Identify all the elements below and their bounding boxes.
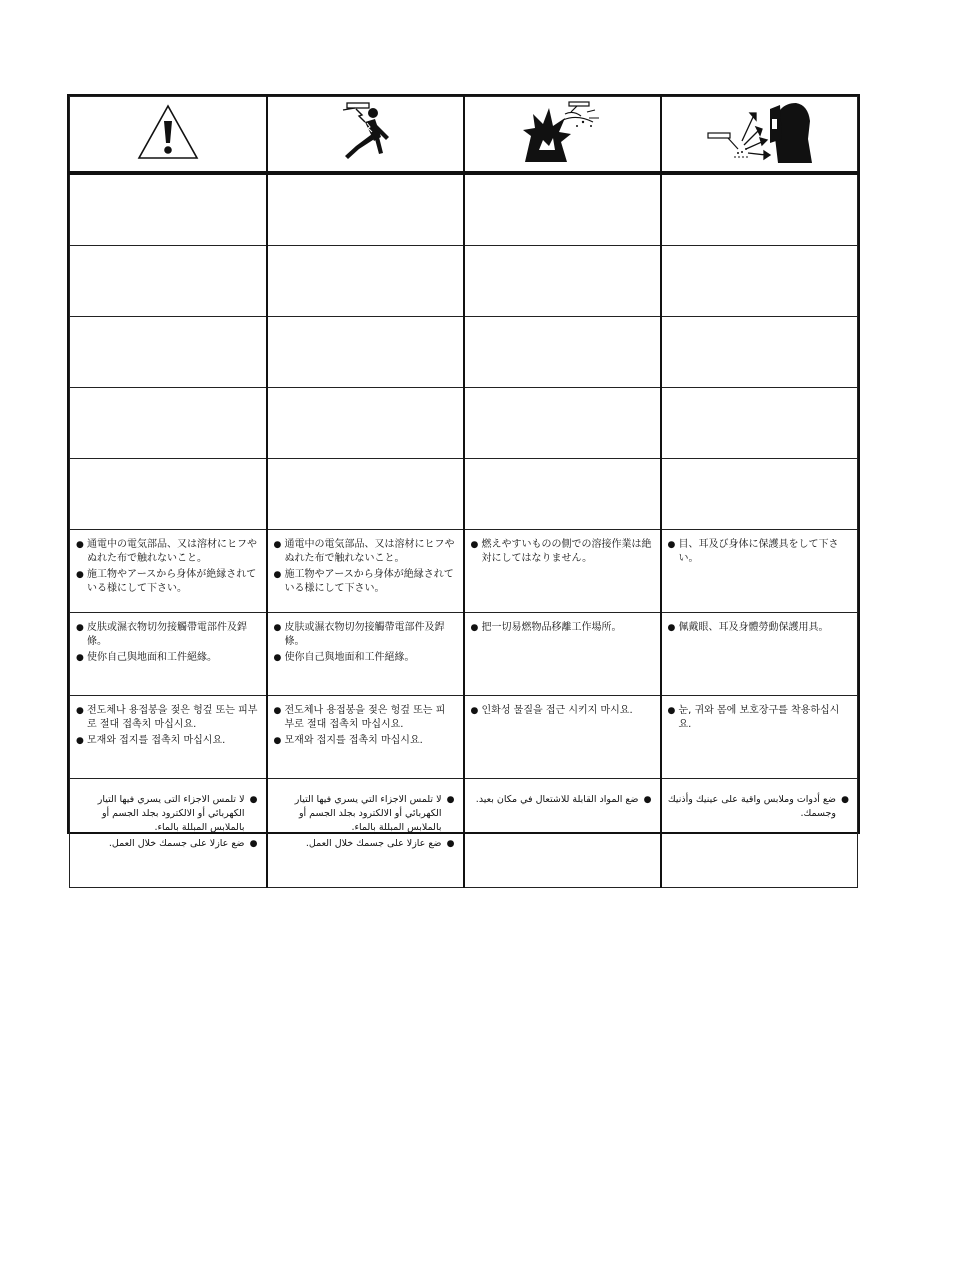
icon-header-row [70, 97, 858, 174]
warning-item [274, 734, 455, 748]
bullet-icon: ● [76, 736, 84, 746]
warning-text: 皮肤或濕衣物切勿接觸帶電部件及銲條。 [87, 622, 247, 647]
warning-text: لا تلمس الاجزاء التي يسري فيها التيار الكهربائي أو الالكترود بجلد الجسم أو بالملابس المبللة بالماء. [294, 794, 442, 833]
warning-cell [661, 696, 858, 779]
warning-text: 使你自己與地面和工件絕緣。 [87, 652, 217, 663]
warning-item [668, 704, 850, 732]
warning-row-ja [70, 530, 858, 613]
warning-row-zh [70, 613, 858, 696]
warning-text: 눈, 귀와 몸에 보호장구를 착용하십시요. [678, 705, 840, 730]
warning-item [76, 568, 258, 596]
warning-text: لا تلمس الاجزاء التى يسري فيها التيار الكهربائي أو الالكترود بجلد الجسم أو بالملابس المبللة بالماء. [97, 794, 245, 833]
warning-item [274, 568, 455, 596]
warning-item [471, 538, 652, 566]
bullet-icon: ● [273, 540, 282, 550]
bullet-icon: ● [76, 623, 84, 633]
warning-item [274, 704, 455, 732]
blank-row-5 [70, 459, 858, 530]
warning-text: 施工物やアースから身体が絶縁されている様にして下さい。 [87, 569, 257, 594]
warning-cell [661, 613, 858, 696]
bullet-icon: ● [249, 839, 258, 849]
warning-cell [267, 613, 464, 696]
electric-shock-icon [329, 101, 401, 163]
blank-row-2 [70, 246, 858, 317]
bullet-icon: ● [841, 795, 849, 805]
warning-cell [267, 696, 464, 779]
warning-item [76, 538, 258, 566]
bullet-icon: ● [470, 623, 479, 633]
warning-cell [464, 696, 661, 779]
warning-item [274, 793, 455, 835]
warning-item [274, 621, 455, 649]
icon-cell-arc-rays [661, 97, 858, 174]
blank-row-3 [70, 317, 858, 388]
warning-triangle-icon [136, 103, 200, 161]
warning-text: 모재와 접지를 접촉치 마십시요. [284, 735, 423, 746]
warning-item [76, 621, 258, 649]
warning-text: ضع أدوات وملابس واقية على عينيك وأذنيك وجسمك. [667, 794, 836, 819]
bullet-icon: ● [446, 839, 455, 849]
icon-cell-electric-shock [267, 97, 464, 174]
warning-row-ko [70, 696, 858, 779]
warning-text: 通電中の電気部品、又は溶材にヒフやぬれた布で触れないこと。 [87, 539, 257, 564]
bullet-icon: ● [273, 653, 282, 663]
warning-text: 施工物やアースから身体が絶縁されている様にして下さい。 [284, 569, 454, 594]
icon-cell-fire [464, 97, 661, 174]
warning-cell [661, 779, 858, 888]
bullet-icon: ● [470, 706, 479, 716]
warning-text: ضع عازلا على جسمك خلال العمل. [108, 838, 245, 849]
warning-item [76, 837, 258, 851]
fire-explosion-icon [521, 100, 603, 164]
blank-row-4 [70, 388, 858, 459]
warning-cell [70, 613, 267, 696]
warning-item [76, 734, 258, 748]
icon-cell-general [70, 97, 267, 174]
warning-item [471, 621, 652, 635]
warning-text: 모재와 접지를 접촉치 마십시요. [87, 735, 226, 746]
warning-text: 전도체나 용접봉을 젖은 헝겊 또는 피부로 절대 접촉치 마십시요. [87, 705, 258, 730]
warning-text: 目、耳及び身体に保護具をして下さい。 [678, 539, 839, 564]
bullet-icon: ● [273, 736, 282, 746]
warning-cell [70, 779, 267, 888]
warning-text: 인화성 물질을 접근 시키지 마시요. [481, 705, 633, 716]
warning-cell [661, 530, 858, 613]
warning-item [668, 793, 850, 821]
warning-cell [464, 613, 661, 696]
bullet-icon: ● [273, 706, 282, 716]
warning-cell [70, 696, 267, 779]
warning-row-ar [70, 779, 858, 888]
warning-item [668, 621, 850, 635]
warning-item [471, 704, 652, 718]
warning-item [471, 793, 652, 807]
bullet-icon: ● [273, 570, 282, 580]
arc-rays-helmet-icon [704, 99, 814, 165]
bullet-icon: ● [667, 623, 676, 633]
blank-row-1 [70, 173, 858, 246]
bullet-icon: ● [667, 706, 676, 716]
warning-cell [70, 530, 267, 613]
bullet-icon: ● [273, 623, 282, 633]
bullet-icon: ● [470, 540, 479, 550]
bullet-icon: ● [76, 653, 84, 663]
safety-warning-table-frame [67, 94, 860, 849]
warning-item [274, 651, 455, 665]
warning-text: 佩戴眼、耳及身體勞動保護用具。 [678, 622, 829, 633]
warning-item [76, 793, 258, 835]
bullet-icon: ● [76, 540, 84, 550]
warning-item [76, 651, 258, 665]
bullet-icon: ● [76, 570, 84, 580]
warning-text: 把一切易燃物品移離工作場所。 [481, 622, 622, 633]
warning-cell [464, 530, 661, 613]
bullet-icon: ● [76, 706, 84, 716]
warning-text: 燃えやすいものの側での溶接作業は絶対にしてはなりません。 [481, 539, 652, 564]
warning-text: 전도체나 용접봉을 젖은 헝겊 또는 피부로 절대 접촉치 마십시요. [284, 705, 446, 730]
warning-item [274, 837, 455, 851]
warning-cell [267, 779, 464, 888]
warning-item [668, 538, 850, 566]
warning-text: 通電中の電気部品、又は溶材にヒフやぬれた布で触れないこと。 [284, 539, 455, 564]
bullet-icon: ● [667, 540, 676, 550]
warning-item [274, 538, 455, 566]
warning-cell [464, 779, 661, 888]
warning-text: ضع عازلا على جسمك خلال العمل. [305, 838, 442, 849]
safety-warning-table [69, 96, 858, 888]
warning-item [76, 704, 258, 732]
bullet-icon: ● [249, 795, 258, 805]
warning-text: 皮肤或濕衣物切勿接觸帶電部件及銲條。 [284, 622, 445, 647]
bullet-icon: ● [643, 795, 652, 805]
warning-text: ضع المواد القابلة للاشتعال في مكان بعيد. [475, 794, 639, 805]
warning-text: 使你自己與地面和工件絕緣。 [284, 652, 415, 663]
warning-cell [267, 530, 464, 613]
bullet-icon: ● [446, 795, 455, 805]
